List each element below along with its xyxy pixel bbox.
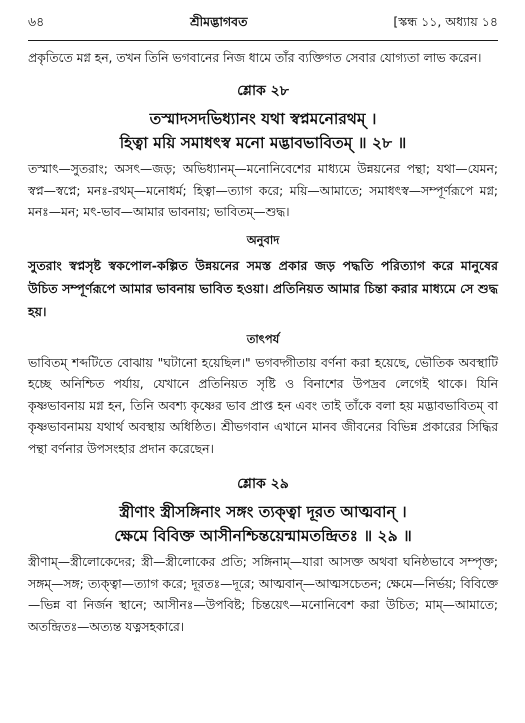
verse-28-line-1: তস্মাদসদভিধ্যানং যথা স্বপ্নমনোরথম্ ।	[149, 110, 377, 128]
page-number: ৬৪	[28, 14, 45, 29]
intro-paragraph: প্রকৃতিতে মগ্ন হন, তখন তিনি ভগবানের নিজ ধামে তাঁর ব্যক্তিগত সেবার যোগ্যতা লাভ করেন।	[28, 51, 482, 65]
verse-28-section	[28, 79, 498, 460]
verse-28-synonyms: তস্মাৎ—সুতরাং; অসৎ—জড়; অভিধ্যানম্—মনোনিবেশের মাধ্যমে উন্নয়নের পন্থা; যথা—যেমন; স্বপ্ন—স্বপ্নে; মনঃ-রথম্—মনোধর্ম; হিত্বা—ত্যাগ করে; ময়ি—আমাতে; সমাধৎস্ব—সম্পূর্ণরূপে মগ্ন; মনঃ—মন; মৎ-ভাব—আমার ভাবনায়; ভাবিতম্—শুদ্ধ।	[28, 162, 498, 219]
header-rule	[28, 40, 498, 41]
book-title: শ্রীমদ্ভাগবত	[190, 14, 248, 29]
verse-29-heading: শ্লোক ২৯	[237, 476, 289, 492]
verse-28-translation-heading: অনুবাদ	[246, 232, 280, 247]
page-header	[28, 14, 498, 34]
verse-28-purport-heading: তাৎপর্য	[246, 331, 280, 346]
verse-29-line-1: স্ত্রীণাং স্ত্রীসঙ্গিনাং সঙ্গং ত্যক্ত্বা দূরত আত্মবান্ ।	[119, 503, 407, 521]
verse-29-synonyms: স্ত্রীণাম্—স্ত্রীলোকেদের; স্ত্রী—স্ত্রীলোকের প্রতি; সঙ্গিনাম্—যারা আসক্ত অথবা ঘনিষ্ঠভাবে সম্পৃক্ত; সঙ্গম্—সঙ্গ; ত্যক্ত্বা—ত্যাগ করে; দূরতঃ—দূরে; আত্মবান্—আত্মসচেতন; ক্ষেমে—নির্ভয়; বিবিক্তে—ভিন্ন বা নির্জন স্থানে; আসীনঃ—উপবিষ্ট; চিন্তয়েৎ—মনোনিবেশ করা উচিত; মাম্—আমাতে; অতন্দ্রিতঃ—অত্যন্ত যত্নসহকারে।	[28, 555, 498, 634]
verse-28-purport: ভাবিতম্ শব্দটিতে বোঝায় "ঘটানো হয়েছিল।" ভগবদ্গীতায় বর্ণনা করা হয়েছে, ভৌতিক অবস্থাটি হচ্ছে অনিশ্চিত পর্যায়, যেখানে প্রতিনিয়ত সৃষ্টি ও বিনাশের উপদ্রব লেগেই থাকে। যিনি কৃষ্ণভাবনায় মগ্ন হন, তিনি অবশ্য কৃষ্ণের ভাব প্রাপ্ত হন এবং তাই তাঁকে বলা হয় মদ্ভাবভাবিতম্ বা কৃষ্ণভাবনাময় যথার্থ অবস্থায় অধিষ্ঠিত। শ্রীভগবান এখানে মানব জীবনের বিভিন্ন প্রকারের সিদ্ধির পন্থা বর্ণনার উপসংহার প্রদান করেছেন।	[28, 355, 498, 456]
section-label: [স্কন্ধ ১১, অধ্যায় ১৪	[393, 14, 498, 29]
verse-28-line-2: হিত্বা ময়ি সমাধৎস্ব মনো মদ্ভাবভাবিতম্ ॥ ২৮ ॥	[119, 134, 407, 152]
verse-29-section	[28, 472, 498, 638]
verse-28-translation: সুতরাং স্বপ্নসৃষ্ট স্বকপোল-কল্পিত উন্নয়নের সমস্ত প্রকার জড় পদ্ধতি পরিত্যাগ করে মানুষের উচিত সম্পূর্ণরূপে আমার ভাবনায় ভাবিত হওয়া। প্রতিনিয়ত আমার চিন্তা করার মাধ্যমে সে শুদ্ধ হয়।	[28, 257, 498, 319]
verse-29-line-2: ক্ষেমে বিবিক্ত আসীনশ্চিন্তয়েন্মামতন্দ্রিতঃ ॥ ২৯ ॥	[114, 527, 412, 545]
book-page	[28, 14, 498, 638]
verse-28-heading: শ্লোক ২৮	[237, 83, 289, 99]
